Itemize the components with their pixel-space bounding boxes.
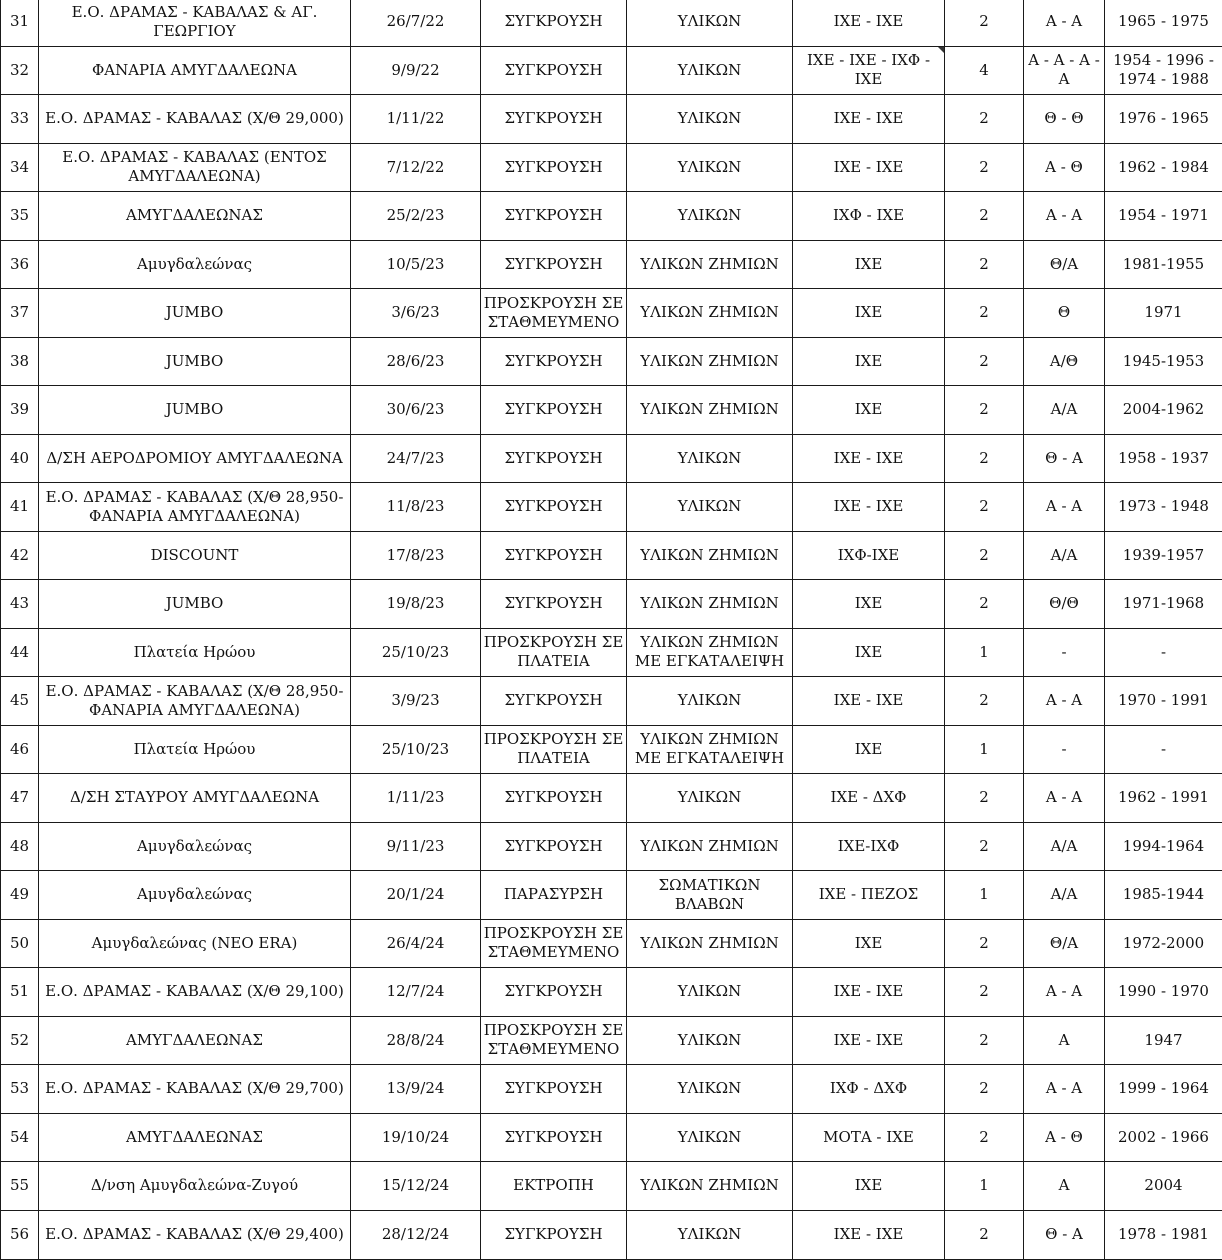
- cell-count: 2: [945, 531, 1024, 580]
- table-row: [1, 289, 1222, 338]
- cell-count: 2: [945, 1210, 1024, 1259]
- cell-date: 12/7/24: [351, 968, 481, 1017]
- cell-vehicles: ΙΧΕ - ΙΧΕ: [793, 1210, 945, 1259]
- cell-location: ΑΜΥΓΔΑΛΕΩΝΑΣ: [39, 192, 351, 241]
- cell-location: JUMBO: [39, 580, 351, 629]
- cell-type: ΣΥΓΚΡΟΥΣΗ: [481, 822, 627, 871]
- table-row: [1, 240, 1222, 289]
- cell-type: ΣΥΓΚΡΟΥΣΗ: [481, 240, 627, 289]
- cell-date: 20/1/24: [351, 871, 481, 920]
- cell-type: ΠΡΟΣΚΡΟΥΣΗ ΣΕ ΠΛΑΤΕΙΑ: [481, 628, 627, 677]
- cell-vehicles: ΙΧΕ - ΔΧΦ: [793, 774, 945, 823]
- cell-type: ΣΥΓΚΡΟΥΣΗ: [481, 1065, 627, 1114]
- cell-no: 53: [1, 1065, 39, 1114]
- cell-count: 2: [945, 919, 1024, 968]
- table-row: [1, 968, 1222, 1017]
- cell-damage: ΥΛΙΚΩΝ: [627, 483, 793, 532]
- cell-sex: Α: [1024, 1016, 1105, 1065]
- cell-damage: ΥΛΙΚΩΝ: [627, 46, 793, 95]
- cell-sex: Α - Α: [1024, 192, 1105, 241]
- cell-date: 25/2/23: [351, 192, 481, 241]
- cell-years: 1971-1968: [1105, 580, 1222, 629]
- cell-type: ΣΥΓΚΡΟΥΣΗ: [481, 386, 627, 435]
- cell-vehicles: ΙΧΦ - ΙΧΕ: [793, 192, 945, 241]
- table-row: [1, 1113, 1222, 1162]
- cell-sex: Α/Α: [1024, 822, 1105, 871]
- cell-location: ΑΜΥΓΔΑΛΕΩΝΑΣ: [39, 1016, 351, 1065]
- cell-no: 42: [1, 531, 39, 580]
- cell-no: 55: [1, 1162, 39, 1211]
- cell-type: ΣΥΓΚΡΟΥΣΗ: [481, 968, 627, 1017]
- cell-date: 3/9/23: [351, 677, 481, 726]
- cell-years: 1945-1953: [1105, 337, 1222, 386]
- cell-damage: ΥΛΙΚΩΝ ΖΗΜΙΩΝ ΜΕ ΕΓΚΑΤΑΛΕΙΨΗ: [627, 628, 793, 677]
- cell-sex: Θ - Α: [1024, 434, 1105, 483]
- cell-years: 1973 - 1948: [1105, 483, 1222, 532]
- cell-type: ΣΥΓΚΡΟΥΣΗ: [481, 337, 627, 386]
- table-row: [1, 677, 1222, 726]
- cell-location: Ε.Ο. ΔΡΑΜΑΣ - ΚΑΒΑΛΑΣ (Χ/Θ 29,000): [39, 95, 351, 144]
- table-row: [1, 725, 1222, 774]
- cell-years: 1947: [1105, 1016, 1222, 1065]
- table-body: [1, 0, 1222, 1259]
- cell-vehicles: ΙΧΦ-ΙΧΕ: [793, 531, 945, 580]
- cell-date: 15/12/24: [351, 1162, 481, 1211]
- cell-vehicles: ΙΧΕ: [793, 337, 945, 386]
- cell-count: 2: [945, 337, 1024, 386]
- cell-vehicles: ΙΧΦ - ΔΧΦ: [793, 1065, 945, 1114]
- cell-damage: ΥΛΙΚΩΝ ΖΗΜΙΩΝ: [627, 580, 793, 629]
- cell-no: 56: [1, 1210, 39, 1259]
- cell-location: Αμυγδαλεώνας (ΝΕΟ ERA): [39, 919, 351, 968]
- cell-no: 32: [1, 46, 39, 95]
- cell-count: 2: [945, 774, 1024, 823]
- cell-vehicles: ΙΧΕ: [793, 386, 945, 435]
- cell-sex: -: [1024, 628, 1105, 677]
- cell-date: 17/8/23: [351, 531, 481, 580]
- cell-damage: ΥΛΙΚΩΝ: [627, 1210, 793, 1259]
- cell-damage: ΥΛΙΚΩΝ: [627, 143, 793, 192]
- cell-damage: ΥΛΙΚΩΝ ΖΗΜΙΩΝ ΜΕ ΕΓΚΑΤΑΛΕΙΨΗ: [627, 725, 793, 774]
- cell-no: 50: [1, 919, 39, 968]
- cell-location: Ε.Ο. ΔΡΑΜΑΣ - ΚΑΒΑΛΑΣ (Χ/Θ 29,400): [39, 1210, 351, 1259]
- cell-years: 1990 - 1970: [1105, 968, 1222, 1017]
- cell-damage: ΥΛΙΚΩΝ: [627, 1016, 793, 1065]
- cell-no: 52: [1, 1016, 39, 1065]
- cell-type: ΠΡΟΣΚΡΟΥΣΗ ΣΕ ΣΤΑΘΜΕΥΜΕΝΟ: [481, 289, 627, 338]
- cell-location: Δ/ΣΗ ΑΕΡΟΔΡΟΜΙΟΥ ΑΜΥΓΔΑΛΕΩΝΑ: [39, 434, 351, 483]
- cell-years: 2002 - 1966: [1105, 1113, 1222, 1162]
- cell-date: 26/4/24: [351, 919, 481, 968]
- table-row: [1, 337, 1222, 386]
- cell-no: 33: [1, 95, 39, 144]
- cell-date: 1/11/23: [351, 774, 481, 823]
- cell-no: 37: [1, 289, 39, 338]
- cell-type: ΣΥΓΚΡΟΥΣΗ: [481, 483, 627, 532]
- cell-count: 2: [945, 0, 1024, 46]
- table-row: [1, 1210, 1222, 1259]
- table-row: [1, 483, 1222, 532]
- cell-sex: Α/Α: [1024, 386, 1105, 435]
- cell-count: 2: [945, 968, 1024, 1017]
- table-row: [1, 1162, 1222, 1211]
- cell-sex: Α/Θ: [1024, 337, 1105, 386]
- cell-date: 26/7/22: [351, 0, 481, 46]
- cell-damage: ΥΛΙΚΩΝ ΖΗΜΙΩΝ: [627, 289, 793, 338]
- cell-date: 11/8/23: [351, 483, 481, 532]
- cell-damage: ΥΛΙΚΩΝ: [627, 1065, 793, 1114]
- cell-date: 9/11/23: [351, 822, 481, 871]
- cell-no: 35: [1, 192, 39, 241]
- cell-type: ΠΑΡΑΣΥΡΣΗ: [481, 871, 627, 920]
- cell-count: 2: [945, 677, 1024, 726]
- table-row: [1, 1065, 1222, 1114]
- cell-years: -: [1105, 628, 1222, 677]
- table-row: [1, 434, 1222, 483]
- cell-type: ΣΥΓΚΡΟΥΣΗ: [481, 434, 627, 483]
- cell-count: 2: [945, 143, 1024, 192]
- cell-sex: Α - Α: [1024, 1065, 1105, 1114]
- cell-count: 1: [945, 1162, 1024, 1211]
- cell-date: 24/7/23: [351, 434, 481, 483]
- cell-type: ΠΡΟΣΚΡΟΥΣΗ ΣΕ ΣΤΑΘΜΕΥΜΕΝΟ: [481, 919, 627, 968]
- cell-date: 13/9/24: [351, 1065, 481, 1114]
- cell-count: 2: [945, 240, 1024, 289]
- table-row: [1, 95, 1222, 144]
- cell-count: 1: [945, 725, 1024, 774]
- cell-sex: Α/Α: [1024, 531, 1105, 580]
- cell-date: 28/8/24: [351, 1016, 481, 1065]
- cell-damage: ΥΛΙΚΩΝ: [627, 1113, 793, 1162]
- cell-type: ΠΡΟΣΚΡΟΥΣΗ ΣΕ ΣΤΑΘΜΕΥΜΕΝΟ: [481, 1016, 627, 1065]
- cell-count: 2: [945, 1113, 1024, 1162]
- cell-damage: ΥΛΙΚΩΝ: [627, 968, 793, 1017]
- cell-vehicles: ΙΧΕ - ΙΧΕ: [793, 95, 945, 144]
- cell-years: 1971: [1105, 289, 1222, 338]
- cell-date: 19/8/23: [351, 580, 481, 629]
- cell-location: Δ/ΣΗ ΣΤΑΥΡΟΥ ΑΜΥΓΔΑΛΕΩΝΑ: [39, 774, 351, 823]
- cell-vehicles: ΙΧΕ - ΙΧΕ: [793, 483, 945, 532]
- cell-type: ΣΥΓΚΡΟΥΣΗ: [481, 580, 627, 629]
- cell-location: Αμυγδαλεώνας: [39, 871, 351, 920]
- cell-no: 39: [1, 386, 39, 435]
- cell-date: 25/10/23: [351, 725, 481, 774]
- table-row: [1, 871, 1222, 920]
- cell-date: 28/12/24: [351, 1210, 481, 1259]
- cell-vehicles: ΙΧΕ: [793, 919, 945, 968]
- cell-vehicles: ΜΟΤΑ - ΙΧΕ: [793, 1113, 945, 1162]
- cell-location: Ε.Ο. ΔΡΑΜΑΣ - ΚΑΒΑΛΑΣ (ΕΝΤΟΣ ΑΜΥΓΔΑΛΕΩΝΑ): [39, 143, 351, 192]
- cell-years: 1939-1957: [1105, 531, 1222, 580]
- cell-no: 54: [1, 1113, 39, 1162]
- cell-damage: ΥΛΙΚΩΝ ΖΗΜΙΩΝ: [627, 386, 793, 435]
- cell-sex: Α - Α: [1024, 677, 1105, 726]
- cell-damage: ΣΩΜΑΤΙΚΩΝ ΒΛΑΒΩΝ: [627, 871, 793, 920]
- cell-location: Πλατεία Ηρώου: [39, 628, 351, 677]
- cell-damage: ΥΛΙΚΩΝ: [627, 0, 793, 46]
- cell-sex: Α - Α - Α - Α: [1024, 46, 1105, 95]
- cell-vehicles: ΙΧΕ - ΙΧΕ: [793, 677, 945, 726]
- cell-damage: ΥΛΙΚΩΝ ΖΗΜΙΩΝ: [627, 337, 793, 386]
- cell-sex: Θ: [1024, 289, 1105, 338]
- cell-vehicles: ΙΧΕ-ΙΧΦ: [793, 822, 945, 871]
- table-row: [1, 46, 1222, 95]
- table-row: [1, 0, 1222, 46]
- cell-no: 41: [1, 483, 39, 532]
- table-row: [1, 774, 1222, 823]
- cell-no: 45: [1, 677, 39, 726]
- table-row: [1, 531, 1222, 580]
- cell-type: ΣΥΓΚΡΟΥΣΗ: [481, 143, 627, 192]
- cell-location: Ε.Ο. ΔΡΑΜΑΣ - ΚΑΒΑΛΑΣ & ΑΓ. ΓΕΩΡΓΙΟΥ: [39, 0, 351, 46]
- table-row: [1, 580, 1222, 629]
- table-row: [1, 1016, 1222, 1065]
- cell-type: ΣΥΓΚΡΟΥΣΗ: [481, 46, 627, 95]
- cell-damage: ΥΛΙΚΩΝ: [627, 434, 793, 483]
- cell-date: 30/6/23: [351, 386, 481, 435]
- table-row: [1, 386, 1222, 435]
- cell-no: 40: [1, 434, 39, 483]
- cell-sex: Θ/Α: [1024, 919, 1105, 968]
- cell-count: 2: [945, 95, 1024, 144]
- cell-years: 1962 - 1991: [1105, 774, 1222, 823]
- cell-years: 2004-1962: [1105, 386, 1222, 435]
- cell-damage: ΥΛΙΚΩΝ ΖΗΜΙΩΝ: [627, 531, 793, 580]
- cell-date: 1/11/22: [351, 95, 481, 144]
- cell-years: 2004: [1105, 1162, 1222, 1211]
- cell-count: 2: [945, 822, 1024, 871]
- cell-years: 1978 - 1981: [1105, 1210, 1222, 1259]
- cell-no: 48: [1, 822, 39, 871]
- cell-years: 1981-1955: [1105, 240, 1222, 289]
- cell-sex: Θ/Α: [1024, 240, 1105, 289]
- cell-vehicles: ΙΧΕ: [793, 725, 945, 774]
- cell-type: ΣΥΓΚΡΟΥΣΗ: [481, 192, 627, 241]
- cell-no: 36: [1, 240, 39, 289]
- cell-years: 1965 - 1975: [1105, 0, 1222, 46]
- cell-years: 1999 - 1964: [1105, 1065, 1222, 1114]
- cell-count: 2: [945, 192, 1024, 241]
- cell-sex: Α: [1024, 1162, 1105, 1211]
- cell-sex: Θ - Θ: [1024, 95, 1105, 144]
- cell-years: 1954 - 1971: [1105, 192, 1222, 241]
- cell-type: ΣΥΓΚΡΟΥΣΗ: [481, 1113, 627, 1162]
- cell-no: 34: [1, 143, 39, 192]
- cell-date: 7/12/22: [351, 143, 481, 192]
- cell-count: 2: [945, 1065, 1024, 1114]
- cell-type: ΣΥΓΚΡΟΥΣΗ: [481, 0, 627, 46]
- cell-years: -: [1105, 725, 1222, 774]
- cell-location: Ε.Ο. ΔΡΑΜΑΣ - ΚΑΒΑΛΑΣ (Χ/Θ 29,700): [39, 1065, 351, 1114]
- cell-years: 1970 - 1991: [1105, 677, 1222, 726]
- cell-location: Δ/νση Αμυγδαλεώνα-Ζυγού: [39, 1162, 351, 1211]
- cell-location: Αμυγδαλεώνας: [39, 822, 351, 871]
- cell-sex: Α - Θ: [1024, 143, 1105, 192]
- cell-sex: Α - Α: [1024, 483, 1105, 532]
- cell-damage: ΥΛΙΚΩΝ ΖΗΜΙΩΝ: [627, 1162, 793, 1211]
- cell-sex: Α - Α: [1024, 774, 1105, 823]
- cell-date: 10/5/23: [351, 240, 481, 289]
- cell-vehicles: ΙΧΕ - ΙΧΕ: [793, 143, 945, 192]
- cell-date: 25/10/23: [351, 628, 481, 677]
- cell-vehicles: ΙΧΕ - ΠΕΖΟΣ: [793, 871, 945, 920]
- cell-no: 51: [1, 968, 39, 1017]
- cell-location: Ε.Ο. ΔΡΑΜΑΣ - ΚΑΒΑΛΑΣ (Χ/Θ 29,100): [39, 968, 351, 1017]
- cell-no: 44: [1, 628, 39, 677]
- cell-sex: Θ/Θ: [1024, 580, 1105, 629]
- cell-vehicles: ΙΧΕ: [793, 580, 945, 629]
- cell-damage: ΥΛΙΚΩΝ ΖΗΜΙΩΝ: [627, 919, 793, 968]
- cell-damage: ΥΛΙΚΩΝ ΖΗΜΙΩΝ: [627, 240, 793, 289]
- cell-date: 3/6/23: [351, 289, 481, 338]
- cell-vehicles: ΙΧΕ: [793, 240, 945, 289]
- cell-years: 1985-1944: [1105, 871, 1222, 920]
- cell-damage: ΥΛΙΚΩΝ: [627, 95, 793, 144]
- cell-date: 28/6/23: [351, 337, 481, 386]
- cell-location: ΦΑΝΑΡΙΑ ΑΜΥΓΔΑΛΕΩΝΑ: [39, 46, 351, 95]
- cell-count: 2: [945, 434, 1024, 483]
- cell-location: Πλατεία Ηρώου: [39, 725, 351, 774]
- cell-vehicles: ΙΧΕ - ΙΧΕ: [793, 1016, 945, 1065]
- table-row: [1, 628, 1222, 677]
- cell-no: 47: [1, 774, 39, 823]
- cell-count: 4: [945, 46, 1024, 95]
- cell-years: 1954 - 1996 - 1974 - 1988: [1105, 46, 1222, 95]
- cell-location: Ε.Ο. ΔΡΑΜΑΣ - ΚΑΒΑΛΑΣ (Χ/Θ 28,950- ΦΑΝΑΡΙΑ ΑΜΥΓΔΑΛΕΩΝΑ): [39, 677, 351, 726]
- cell-type: ΠΡΟΣΚΡΟΥΣΗ ΣΕ ΠΛΑΤΕΙΑ: [481, 725, 627, 774]
- cell-count: 2: [945, 580, 1024, 629]
- cell-sex: Α - Α: [1024, 0, 1105, 46]
- cell-damage: ΥΛΙΚΩΝ: [627, 192, 793, 241]
- table-row: [1, 143, 1222, 192]
- table-row: [1, 192, 1222, 241]
- cell-years: 1976 - 1965: [1105, 95, 1222, 144]
- cell-years: 1962 - 1984: [1105, 143, 1222, 192]
- cell-no: 43: [1, 580, 39, 629]
- cell-no: 38: [1, 337, 39, 386]
- table-row: [1, 822, 1222, 871]
- cell-location: ΑΜΥΓΔΑΛΕΩΝΑΣ: [39, 1113, 351, 1162]
- cell-date: 9/9/22: [351, 46, 481, 95]
- table-row: [1, 919, 1222, 968]
- cell-no: 31: [1, 0, 39, 46]
- cell-count: 1: [945, 871, 1024, 920]
- cell-type: ΣΥΓΚΡΟΥΣΗ: [481, 774, 627, 823]
- cell-no: 49: [1, 871, 39, 920]
- cell-sex: Α - Θ: [1024, 1113, 1105, 1162]
- cell-years: 1958 - 1937: [1105, 434, 1222, 483]
- cell-location: Αμυγδαλεώνας: [39, 240, 351, 289]
- cell-location: JUMBO: [39, 337, 351, 386]
- cell-location: Ε.Ο. ΔΡΑΜΑΣ - ΚΑΒΑΛΑΣ (Χ/Θ 28,950- ΦΑΝΑΡΙΑ ΑΜΥΓΔΑΛΕΩΝΑ): [39, 483, 351, 532]
- cell-damage: ΥΛΙΚΩΝ ΖΗΜΙΩΝ: [627, 822, 793, 871]
- cell-type: ΣΥΓΚΡΟΥΣΗ: [481, 1210, 627, 1259]
- cell-type: ΣΥΓΚΡΟΥΣΗ: [481, 95, 627, 144]
- cell-vehicles: ΙΧΕ - ΙΧΕ: [793, 968, 945, 1017]
- cell-no: 46: [1, 725, 39, 774]
- cell-vehicles: ΙΧΕ: [793, 289, 945, 338]
- cell-vehicles: ΙΧΕ - ΙΧΕ - ΙΧΦ - ΙΧΕ: [793, 46, 945, 95]
- cell-type: ΣΥΓΚΡΟΥΣΗ: [481, 677, 627, 726]
- cell-location: JUMBO: [39, 289, 351, 338]
- cell-location: JUMBO: [39, 386, 351, 435]
- cell-sex: Α/Α: [1024, 871, 1105, 920]
- cell-date: 19/10/24: [351, 1113, 481, 1162]
- cell-sex: Α - Α: [1024, 968, 1105, 1017]
- cell-vehicles: ΙΧΕ - ΙΧΕ: [793, 434, 945, 483]
- cell-count: 1: [945, 628, 1024, 677]
- cell-years: 1994-1964: [1105, 822, 1222, 871]
- cell-vehicles: ΙΧΕ: [793, 1162, 945, 1211]
- cell-count: 2: [945, 386, 1024, 435]
- cell-sex: Θ - Α: [1024, 1210, 1105, 1259]
- cell-location: DISCOUNT: [39, 531, 351, 580]
- cell-type: ΣΥΓΚΡΟΥΣΗ: [481, 531, 627, 580]
- cell-count: 2: [945, 1016, 1024, 1065]
- cell-count: 2: [945, 289, 1024, 338]
- cell-damage: ΥΛΙΚΩΝ: [627, 774, 793, 823]
- cell-count: 2: [945, 483, 1024, 532]
- cell-damage: ΥΛΙΚΩΝ: [627, 677, 793, 726]
- cell-type: ΕΚΤΡΟΠΗ: [481, 1162, 627, 1211]
- cell-years: 1972-2000: [1105, 919, 1222, 968]
- cell-vehicles: ΙΧΕ: [793, 628, 945, 677]
- cell-sex: -: [1024, 725, 1105, 774]
- cell-vehicles: ΙΧΕ - ΙΧΕ: [793, 0, 945, 46]
